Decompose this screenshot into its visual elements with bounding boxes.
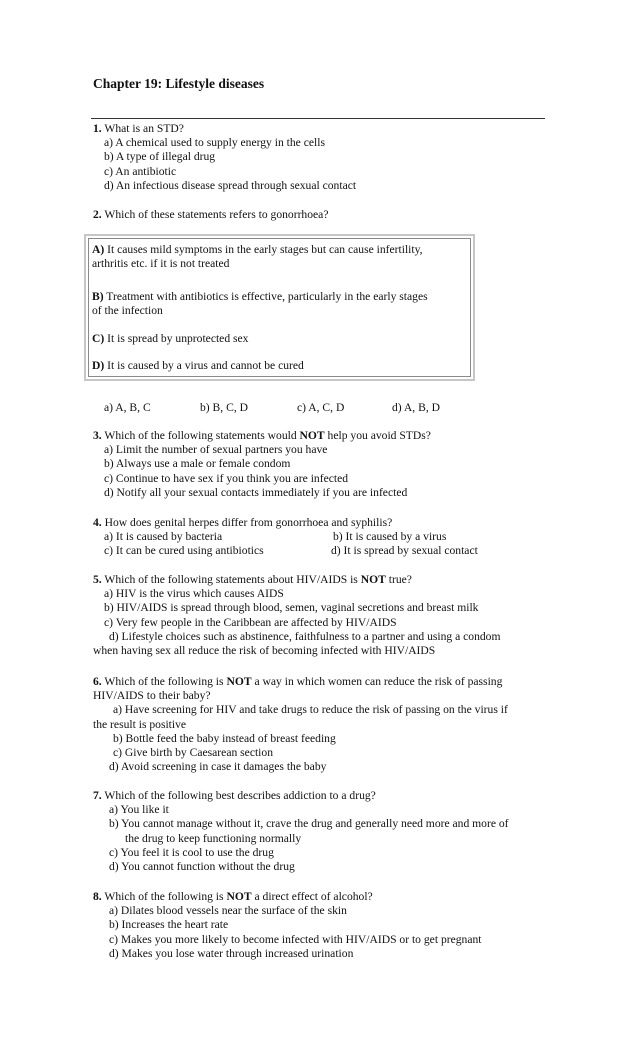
statement-text: of the infection [92,304,163,318]
question-text: How does genital herpes differ from gonorrhoea and syphilis? [104,516,393,529]
statement-text: arthritis etc. if it is not treated [92,257,230,271]
statement-text: Treatment with antibiotics is effective, particularly in the early stages [106,290,428,303]
option: b) Increases the heart rate [109,918,229,932]
chapter-title: Chapter 19: Lifestyle diseases [93,76,265,91]
option: c) It can be cured using antibiotics [104,544,264,558]
emphasis: NOT [360,573,386,586]
question-text: true? [385,573,412,586]
statement-text: It is spread by unprotected sex [107,332,249,345]
statement-letter: D) [92,359,105,372]
option: d) A, B, D [392,401,440,414]
question-4-stem [93,516,392,530]
option: b) HIV/AIDS is spread through blood, semen, vaginal secretions and breast milk [104,601,479,615]
question-text: Which of the following is [104,675,227,688]
option: a) Have screening for HIV and take drugs to reduce the risk of passing on the virus if [113,703,508,717]
question-number: 4. [93,516,102,529]
question-number: 1. [93,122,102,135]
option: a) Dilates blood vessels near the surface of the skin [109,904,347,918]
option: d) Lifestyle choices such as abstinence, faithfulness to a partner and using a condom [109,629,501,643]
question-text: a way in which women can reduce the risk of passing [251,675,503,688]
option: a) A, B, C [104,401,151,414]
option: a) Limit the number of sexual partners you have [104,443,328,457]
question-8-stem [93,890,482,904]
option: b) Always use a male or female condom [104,457,291,471]
question-number: 6. [93,675,102,688]
option: b) B, C, D [200,401,248,414]
question-number: 5. [93,573,102,586]
option: a) HIV is the virus which causes AIDS [104,587,284,601]
option-continuation: the result is positive [93,717,187,731]
question-text: Which of the following statements about HIV/AIDS is [104,573,361,586]
question-text: What is an STD? [104,122,184,135]
question-text: Which of the following is [104,890,227,903]
option: d) Makes you lose water through increased urination [109,946,354,960]
option: c) Makes you more likely to become infected with HIV/AIDS or to get pregnant [109,932,482,946]
statement-letter: B) [92,290,104,303]
question-number: 7. [93,789,102,802]
statement-b [92,290,428,318]
option: c) You feel it is cool to use the drug [109,845,274,859]
question-text: Which of the following statements would [104,429,300,442]
title-divider [91,118,545,119]
question-text: help you avoid STDs? [324,429,431,442]
question-6-stem [93,675,508,689]
option: c) Continue to have sex if you think you are infected [104,471,349,485]
question-text: a direct effect of alcohol? [251,890,373,903]
statement-letter: A) [92,243,105,256]
question-7-stem [93,789,509,803]
question-6 [93,675,508,774]
emphasis: NOT [226,675,252,688]
emphasis: NOT [299,429,325,442]
question-1-stem [93,122,356,136]
option: c) Very few people in the Caribbean are affected by HIV/AIDS [104,615,397,629]
option: c) A, C, D [297,401,345,414]
option: c) Give birth by Caesarean section [113,746,273,760]
statement-d [92,359,304,373]
statement-a [92,243,423,271]
option: b) A type of illegal drug [104,150,216,164]
question-8 [93,890,482,961]
option: b) You cannot manage without it, crave the drug and generally need more and more of [109,817,509,831]
question-5-stem [93,573,501,587]
question-3-stem [93,429,431,443]
option: d) Notify all your sexual contacts immediately if you are infected [104,485,408,499]
option-continuation: the drug to keep functioning normally [125,831,302,845]
option: d) An infectious disease spread through sexual contact [104,178,357,192]
question-number: 3. [93,429,102,442]
option: c) An antibiotic [104,164,177,178]
question-2-stem [93,208,328,222]
option: a) It is caused by bacteria [104,530,223,544]
option-continuation: when having sex all reduce the risk of becoming infected with HIV/AIDS [93,644,436,658]
statement-c [92,332,248,346]
question-text: Which of the following best describes addiction to a drug? [104,789,376,802]
statement-text: It is caused by a virus and cannot be cured [107,359,304,372]
question-number: 8. [93,890,102,903]
question-text-continuation: HIV/AIDS to their baby? [93,689,211,703]
option: a) A chemical used to supply energy in the cells [104,136,325,150]
question-7 [93,789,509,874]
question-4 [93,516,478,559]
statement-letter: C) [92,332,105,345]
emphasis: NOT [226,890,252,903]
option: a) You like it [109,803,169,817]
option: b) Bottle feed the baby instead of breast feeding [113,731,336,745]
option: d) You cannot function without the drug [109,860,295,874]
option: d) Avoid screening in case it damages the baby [109,760,327,774]
question-text: Which of these statements refers to gonorrhoea? [104,208,329,221]
option: b) It is caused by a virus [333,530,447,544]
statement-text: It causes mild symptoms in the early stages but can cause infertility, [107,243,423,256]
question-5 [93,573,501,658]
question-number: 2. [93,208,102,221]
option: d) It is spread by sexual contact [331,544,478,558]
question-3 [93,429,431,500]
question-1 [93,122,356,193]
